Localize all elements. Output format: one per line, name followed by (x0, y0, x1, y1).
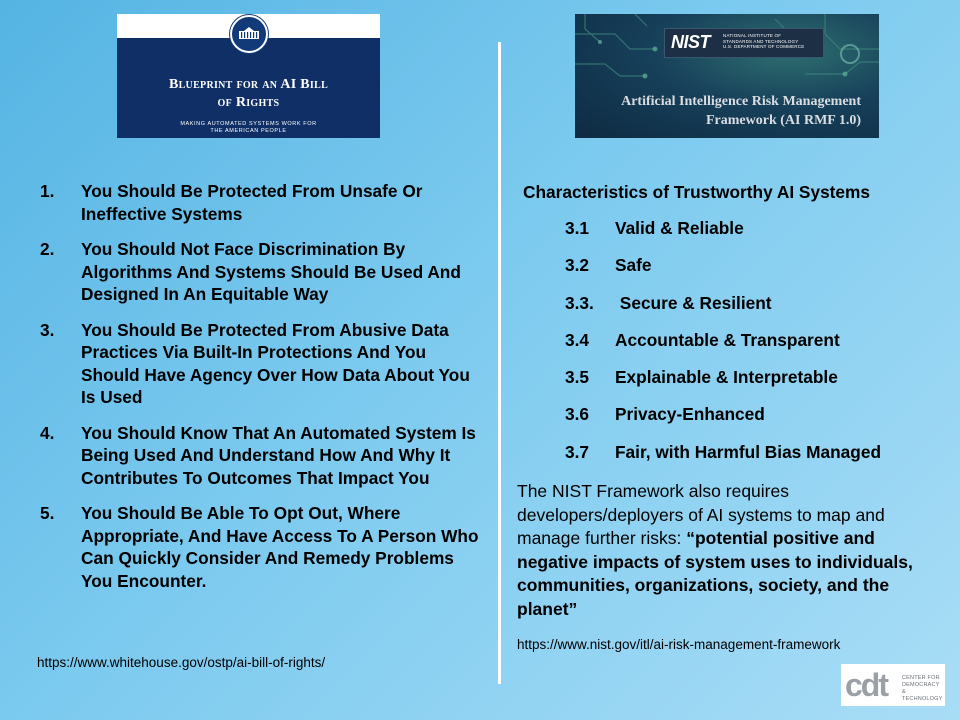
list-item: 2. You Should Not Face Discrimination By Algorithms And Systems Should Be Used And Designed In An Equitable Way (40, 239, 461, 304)
ai-bill-of-rights-cover (117, 14, 380, 138)
list-item: 3.1 Valid & Reliable (565, 218, 744, 238)
characteristics-heading: Characteristics of Trustworthy AI Systems (523, 182, 871, 202)
list-item: 3.3. Secure & Resilient (565, 292, 772, 313)
bill-of-rights-subtitle: MAKING AUTOMATED SYSTEMS WORK FOR THE AMERICAN PEOPLE (180, 121, 317, 134)
white-house-seal-icon (230, 15, 268, 53)
column-divider (498, 42, 501, 684)
list-item: 4. You Should Know That An Automated System Is Being Used And Understand How And Why It Contributes To Outcomes That Impact You (40, 422, 476, 488)
ai-rmf-title: Artificial Intelligence Risk Management Framework (AI RMF 1.0) (621, 94, 861, 128)
list-item: 3. You Should Be Protected From Abusive Data Practices Via Built-In Protections And You Should Have Agency Over How Data About You Is Used (40, 319, 470, 407)
rights-list (40, 180, 490, 605)
characteristics-list (565, 218, 881, 479)
list-item: 3.6 Privacy-Enhanced (565, 404, 765, 425)
bill-of-rights-title: Blueprint for an AI Bill of Rights (168, 77, 329, 110)
list-item: 5. You Should Be Able To Opt Out, Where Appropriate, And Have Access To A Person Who Can Quickly Consider And Remedy Problems You Encounter. (40, 503, 479, 591)
nist-framework-url[interactable]: https://www.nist.gov/itl/ai-risk-management-framework (517, 637, 841, 652)
nist-ai-rmf-cover (575, 14, 879, 138)
list-item: 3.5 Explainable & Interpretable (565, 367, 838, 388)
cdt-logo: cdt CENTER FOR DEMOCRACY & TECHNOLOGY (841, 664, 945, 706)
list-item: 3.2 Safe (565, 255, 652, 276)
nist-framework-paragraph: The NIST Framework also requires developers/deployers of AI systems to map and manage further risks: “potential positive and negative impacts of system uses to individuals, communities, organizations, society, and the planet” (517, 481, 913, 619)
bill-of-rights-url[interactable]: https://www.whitehouse.gov/ostp/ai-bill-of-rights/ (37, 655, 326, 670)
nist-logo: NIST NATIONAL INSTITUTE OF STANDARDS AND TECHNOLOGY U.S. DEPARTMENT OF COMMERCE (664, 28, 824, 58)
list-item: 3.4 Accountable & Transparent (565, 329, 840, 350)
list-item: 1. You Should Be Protected From Unsafe Or Ineffective Systems (40, 181, 423, 224)
list-item: 3.7 Fair, with Harmful Bias Managed (565, 441, 881, 462)
